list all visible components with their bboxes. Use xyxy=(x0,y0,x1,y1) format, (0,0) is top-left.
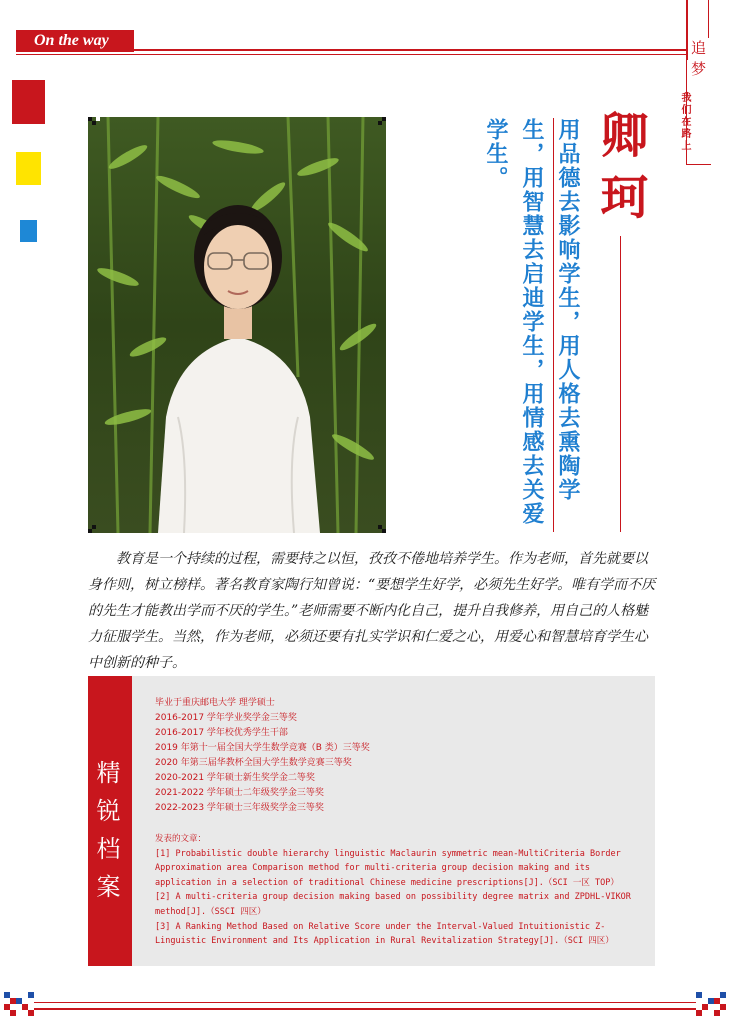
yellow-square-decor xyxy=(16,152,41,185)
award-item: 毕业于重庆邮电大学 理学硕士 xyxy=(155,698,275,708)
header-tag: On the way xyxy=(16,30,134,52)
archive-title: 精锐档案 xyxy=(92,760,120,912)
award-item: 2020-2021 学年硕士新生奖学金二等奖 xyxy=(155,773,315,783)
motto-rule xyxy=(553,118,554,532)
pixel-corner-icon xyxy=(88,521,100,533)
intro-paragraph: 教育是一个持续的过程，需要持之以恒，孜孜不倦地培养学生。作为老师，首先就要以身作则，树立榜样。著名教育家陶行知曾说：“要想学生好学，必须先生好学。唯有学而不厌的先生才能教出学而不厌的学生。”老师需要不断内化自己，提升自我修养，用自己的人格魅力征服学生。当然，作为老师，必须还要有扎实学识和仁爱之心，用爱心和智慧培育学生心中创新的种子。 xyxy=(88,551,656,671)
footer-rule-thick xyxy=(34,1008,698,1010)
publication-item: [2] A multi-criteria group decision making based on possibility degree matrix and ZPDHL-VIKOR method[J].（SSCI 四区） xyxy=(155,892,631,917)
award-item: 2020 年第三届华教杯全国大学生数学竞赛三等奖 xyxy=(155,758,352,768)
award-item: 2016-2017 学年学业奖学金三等奖 xyxy=(155,713,297,723)
teacher-name: 卿珂 xyxy=(592,110,648,234)
motto-text: 用品德去影响学生，用人格去熏陶学生，用智慧去启迪学生，用情感去关爱学生。 xyxy=(483,118,581,526)
header-rule-thin xyxy=(16,54,686,55)
pixel-corner-icon xyxy=(88,117,100,129)
pixel-corner-icon xyxy=(374,521,386,533)
award-item: 2022-2023 学年硕士三年级奖学金三等奖 xyxy=(155,803,324,813)
header-rule xyxy=(134,49,686,51)
right-rule-thin xyxy=(708,0,709,38)
publication-item: [1] Probabilistic double hierarchy linguistic Maclaurin symmetric mean-MultiCriteria Border Approximation area Comparison method for multi-criteria group decision making and its application in a selection of traditional Chinese medicine prescriptions[J].（SCI 一区 TOP） xyxy=(155,848,621,888)
award-item: 2021-2022 学年硕士二年级奖学金三等奖 xyxy=(155,788,324,798)
side-nav-subtitle: 我们在路上 xyxy=(679,92,690,152)
blue-square-decor xyxy=(20,220,37,242)
red-square-decor xyxy=(12,80,45,124)
publication-item: [3] A Ranking Method Based on Relative Score under the Interval-Valued Intuitionistic Z-Linguistic Environment and Its Application in Rural Revitalization Strategy[J].（SCI 四区） xyxy=(155,921,614,947)
award-item: 2019 年第十一届全国大学生数学竞赛（B 类）三等奖 xyxy=(155,743,370,753)
publications-title: 发表的文章： xyxy=(155,834,207,844)
portrait-photo xyxy=(88,117,386,533)
pixel-corner-icon xyxy=(4,992,34,1018)
publications-list xyxy=(155,832,649,949)
pixel-corner-icon xyxy=(696,992,726,1018)
pixel-corner-icon xyxy=(374,117,386,129)
name-rule xyxy=(620,236,621,532)
side-nav-title: 追梦 xyxy=(689,40,707,82)
footer-rule xyxy=(34,1002,698,1003)
awards-list xyxy=(155,696,645,816)
award-item: 2016-2017 学年校优秀学生干部 xyxy=(155,728,288,738)
